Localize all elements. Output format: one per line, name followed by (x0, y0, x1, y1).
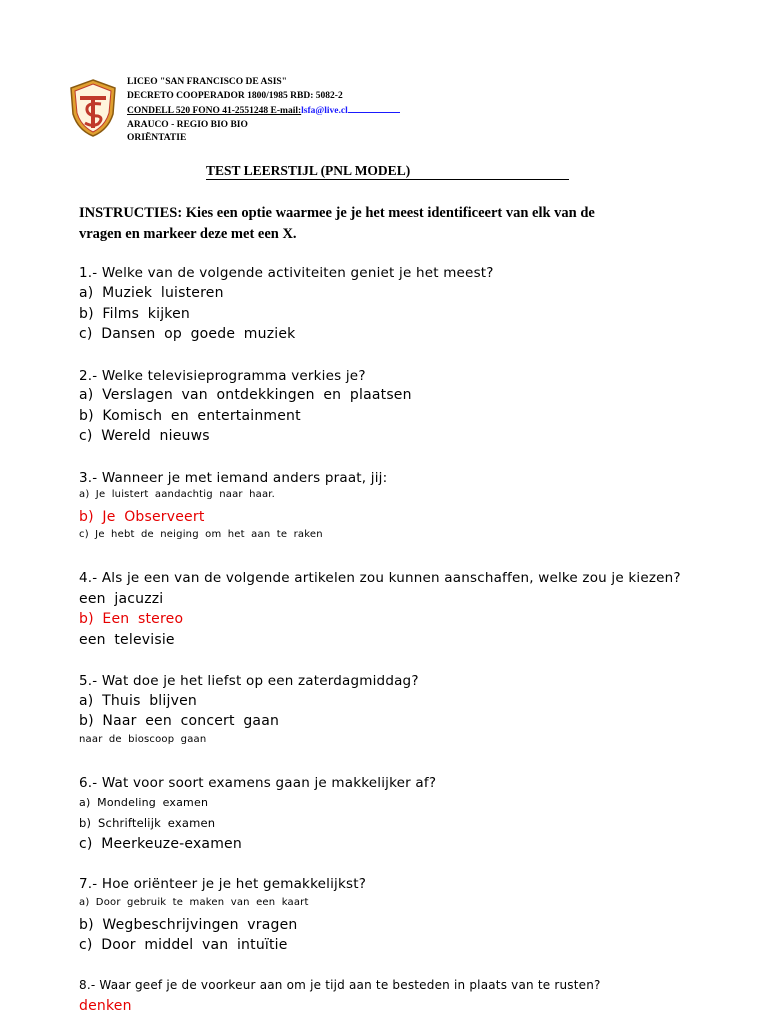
option-6b: b) Schriftelijk examen (79, 816, 216, 830)
question-5: 5.- Wat doe je het liefst op een zaterdagmiddag? (79, 673, 419, 689)
option-4b-selected: b) Een stereo (79, 611, 184, 627)
page-title: TEST LEERSTIJL (PNL MODEL) (206, 163, 569, 180)
option-4c: een televisie (79, 632, 175, 648)
school-header (127, 76, 400, 146)
school-crest-logo (68, 78, 118, 138)
school-contact: CONDELL 520 FONO 41-2551248 E-mail:lsfa@live.cl (127, 103, 400, 119)
question-3: 3.- Wanneer je met iemand anders praat, jij: (79, 470, 388, 486)
school-name: LICEO "SAN FRANCISCO DE ASIS" (127, 77, 287, 87)
option-5c: naar de bioscoop gaan (79, 734, 207, 745)
question-2: 2.- Welke televisieprogramma verkies je? (79, 368, 366, 384)
school-decree: DECRETO COOPERADOR 1800/1985 RBD: 5082-2 (127, 90, 343, 101)
instructions: INSTRUCTIES: Kies een optie waarmee je je het meest identificeert van elk van de vragen en markeer deze met een X. (79, 205, 595, 242)
document-subject: ORIËNTATIE (127, 133, 187, 143)
email-link[interactable]: lsfa@live.cl (301, 106, 348, 116)
option-5a: a) Thuis blijven (79, 693, 197, 709)
question-1: 1.- Welke van de volgende activiteiten geniet je het meest? (79, 265, 494, 281)
option-3c: c) Je hebt de neiging om het aan te raken (79, 529, 323, 540)
option-5b: b) Naar een concert gaan (79, 713, 280, 729)
option-6c: c) Meerkeuze-examen (79, 836, 242, 852)
option-4a: een jacuzzi (79, 591, 164, 607)
option-7a: a) Door gebruik te maken van een kaart (79, 897, 309, 908)
option-2c: c) Wereld nieuws (79, 428, 210, 444)
option-2a: a) Verslagen van ontdekkingen en plaatsen (79, 387, 412, 403)
option-1c: c) Dansen op goede muziek (79, 326, 296, 342)
question-7: 7.- Hoe oriënteer je je het gemakkelijkst? (79, 876, 367, 892)
option-2b: b) Komisch en entertainment (79, 408, 301, 424)
option-3a: a) Je luistert aandachtig naar haar. (79, 489, 276, 500)
option-7c: c) Door middel van intuïtie (79, 937, 288, 953)
school-region: ARAUCO - REGIO BIO BIO (127, 119, 248, 130)
option-1a: a) Muziek luisteren (79, 285, 224, 301)
question-6: 6.- Wat voor soort examens gaan je makkelijker af? (79, 775, 437, 791)
option-7b: b) Wegbeschrijvingen vragen (79, 917, 298, 933)
option-8a-selected: denken (79, 998, 132, 1014)
option-1b: b) Films kijken (79, 306, 190, 322)
option-3b-selected: b) Je Observeert (79, 509, 205, 525)
question-4: 4.- Als je een van de volgende artikelen zou kunnen aanschaffen, welke zou je kiezen? (79, 570, 681, 586)
question-8: 8.- Waar geef je de voorkeur aan om je tijd aan te besteden in plaats van te rusten? (79, 978, 601, 992)
option-6a: a) Mondeling examen (79, 796, 209, 809)
